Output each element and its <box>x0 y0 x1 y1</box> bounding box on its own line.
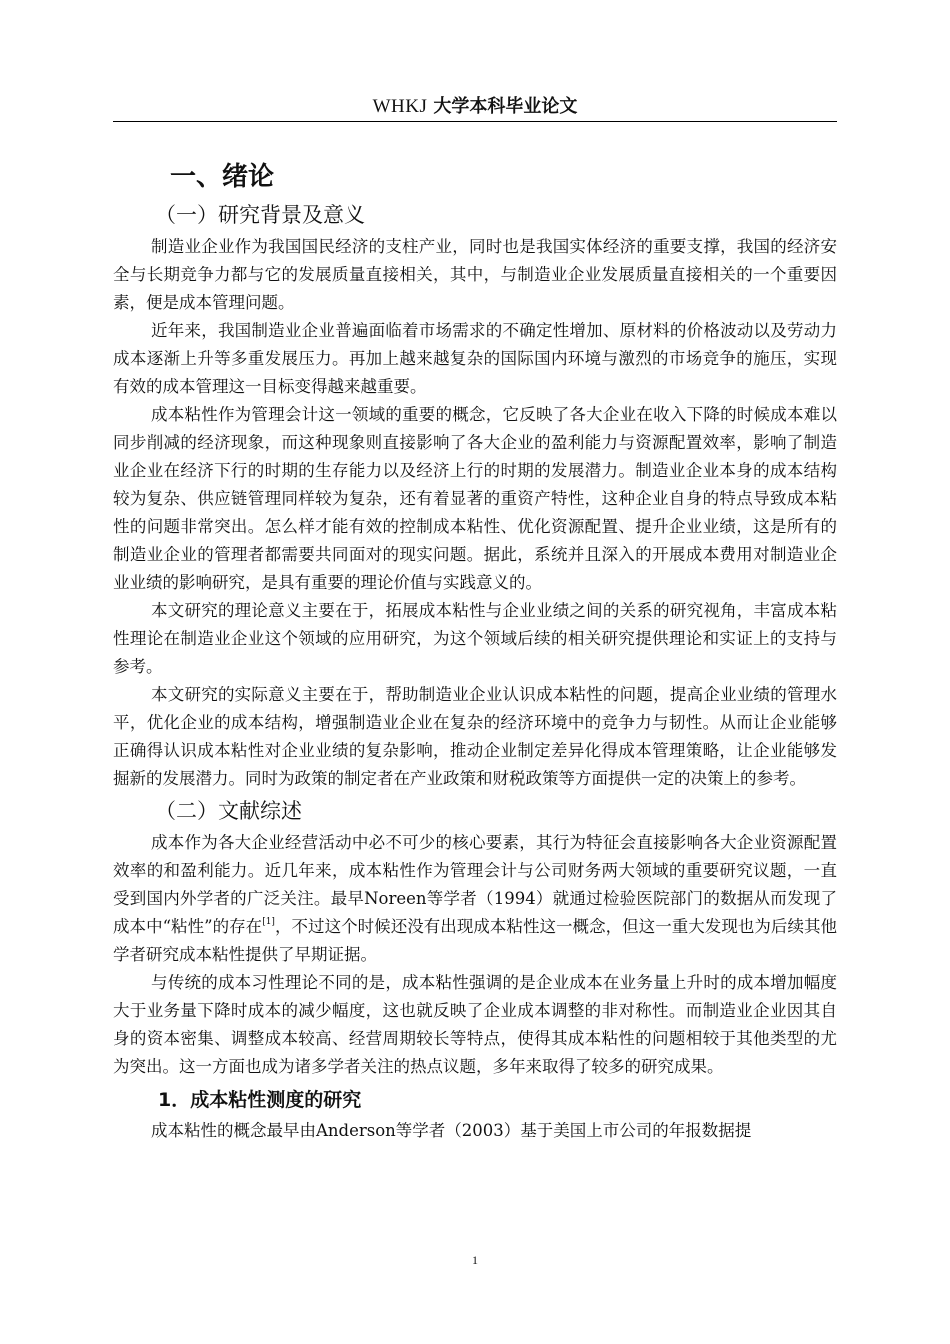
subsection-title: 1．成本粘性测度的研究 <box>158 1089 362 1111</box>
paragraph: 成本粘性作为管理会计这一领域的重要的概念，它反映了各大企业在收入下降的时候成本难以同步削减的经济现象，而这种现象则直接影响了各大企业的盈利能力与资源配置效率，影响了制造业企业在经济下行的时期的生存能力以及经济上行的时期的发展潜力。制造业企业本身的成本结构较为复杂、供应链管理同样较为复杂，还有着显著的重资产特性，这种企业自身的特点导致成本粘性的问题非常突出。怎么样才能有效的控制成本粘性、优化资源配置、提升企业业绩，这是所有的制造业企业的管理者都需要共同面对的现实问题。据此，系统并且深入的开展成本费用对制造业企业业绩的影响研究，是具有重要的理论价值与实践意义的。 <box>113 405 837 592</box>
page-header <box>113 92 837 120</box>
chapter-title: 一、绪论 <box>170 162 275 192</box>
body-content <box>113 157 837 1145</box>
paragraph: 本文研究的实际意义主要在于，帮助制造业企业认识成本粘性的问题，提高企业业绩的管理水平，优化企业的成本结构，增强制造业企业在复杂的经济环境中的竞争力与韧性。从而让企业能够正确得认识成本粘性对企业业绩的复杂影响，推动企业制定差异化得成本管理策略，让企业能够发掘新的发展潜力。同时为政策的制定者在产业政策和财税政策等方面提供一定的决策上的参考。 <box>113 685 837 788</box>
paragraph: 制造业企业作为我国国民经济的支柱产业，同时也是我国实体经济的重要支撑，我国的经济安全与长期竞争力都与它的发展质量直接相关，其中，与制造业企业发展质量直接相关的一个重要因素，便是成本管理问题。 <box>113 237 837 312</box>
paragraph: 成本粘性的概念最早由Anderson等学者（2003）基于美国上市公司的年报数据提 <box>151 1121 752 1140</box>
page-number: 1 <box>472 1253 478 1267</box>
paragraph-text: 成本作为各大企业经营活动中必不可少的核心要素，其行为特征会直接影响各大企业资源配置效率的和盈利能力。近几年来，成本粘性作为管理会计与公司财务两大领域的重要研究议题，一直受到国内外学者的广泛关注。最早Noreen等学者（1994）就通过检验医院部门的数据从而发现了成本中“粘性”的存在 <box>113 833 837 936</box>
citation-marker[interactable]: [1] <box>262 917 275 927</box>
section-title-background: （一）研究背景及意义 <box>155 203 365 227</box>
header-title: 大学本科毕业论文 <box>433 96 578 117</box>
paragraph: 本文研究的理论意义主要在于，拓展成本粘性与企业业绩之间的关系的研究视角，丰富成本粘性理论在制造业企业这个领域的应用研究，为这个领域后续的相关研究提供理论和实证上的支持与参考。 <box>113 601 837 676</box>
paragraph-text: ，不过这个时候还没有出现成本粘性这一概念，但这一重大发现也为后续其他学者研究成本粘性提供了早期证据。 <box>113 917 837 964</box>
header-code: WHKJ <box>372 96 428 117</box>
header-rule <box>113 121 837 122</box>
paragraph <box>113 829 837 969</box>
section-title-literature: （二）文献综述 <box>155 799 302 823</box>
paragraph: 近年来，我国制造业企业普遍面临着市场需求的不确定性增加、原材料的价格波动以及劳动力成本逐渐上升等多重发展压力。再加上越来越复杂的国际国内环境与激烈的市场竞争的施压，实现有效的成本管理这一目标变得越来越重要。 <box>113 321 837 396</box>
paragraph: 与传统的成本习性理论不同的是，成本粘性强调的是企业成本在业务量上升时的成本增加幅度大于业务量下降时成本的减少幅度，这也就反映了企业成本调整的非对称性。而制造业企业因其自身的资本密集、调整成本较高、经营周期较长等特点，使得其成本粘性的问题相较于其他类型的尤为突出。这一方面也成为诸多学者关注的热点议题，多年来取得了较多的研究成果。 <box>113 973 837 1076</box>
